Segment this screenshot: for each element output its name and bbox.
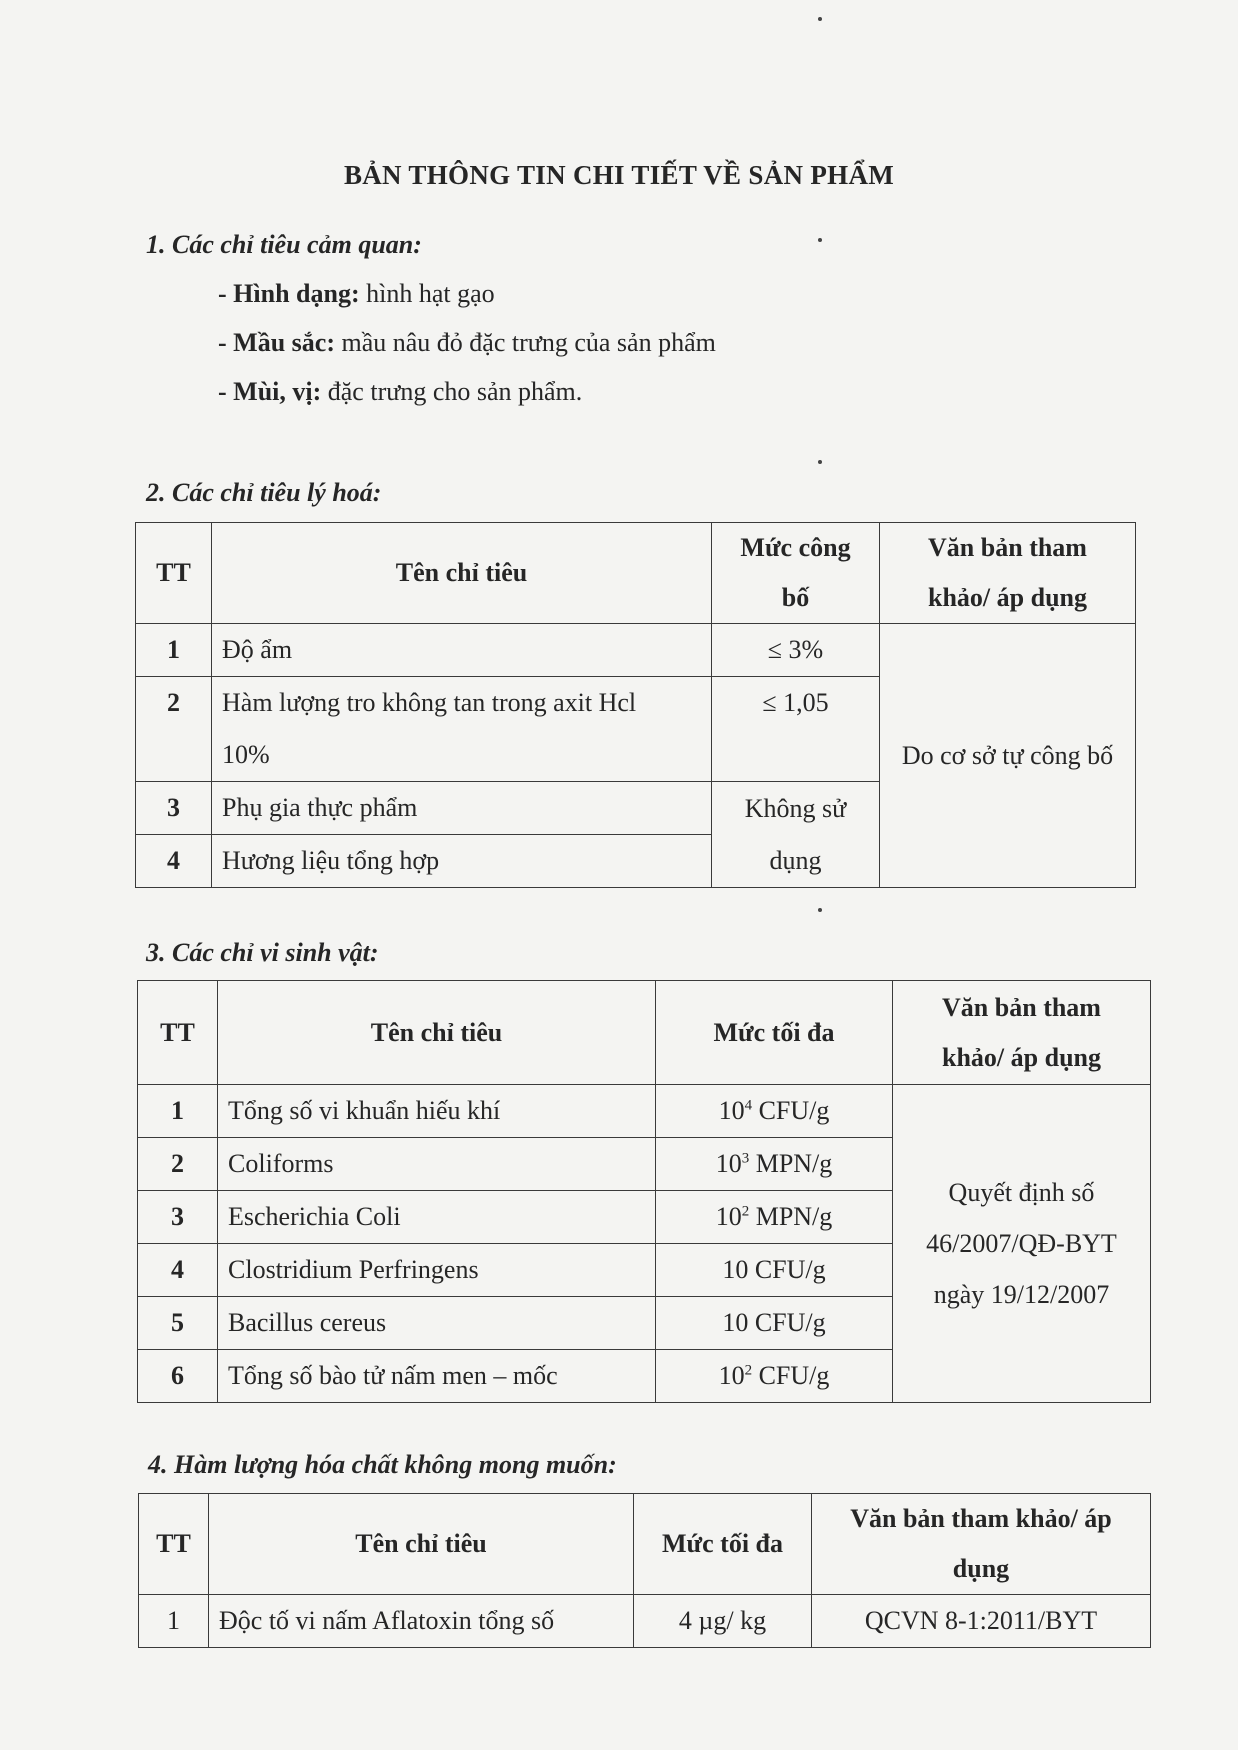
header-name: Tên chỉ tiêu <box>218 981 656 1085</box>
section3-heading: 3. Các chỉ vi sinh vật: <box>146 938 379 967</box>
table-row: 4 Clostridium Perfringens 10 CFU/g <box>138 1244 1151 1297</box>
reference-cell: Do cơ sở tự công bố <box>880 624 1136 888</box>
sensory-item: - Hình dạng: hình hạt gạo <box>218 279 495 308</box>
page-title: BẢN THÔNG TIN CHI TIẾT VỀ SẢN PHẨM <box>343 160 895 190</box>
section1-heading: 1. Các chỉ tiêu cảm quan: <box>146 230 422 259</box>
table-row: 3 Phụ gia thực phẩm Không sử dụng <box>136 782 1136 835</box>
microbiological-table <box>137 980 1151 1403</box>
header-reference: Văn bản tham khảo/ áp dụng <box>893 981 1151 1085</box>
header-name: Tên chỉ tiêu <box>212 523 712 624</box>
table-row: 2 Hàm lượng tro không tan trong axit Hcl 10% ≤ 1,05 <box>136 677 1136 782</box>
table-row: 3 Escherichia Coli $10^2$ MPN/g <box>138 1191 1151 1244</box>
scan-speck <box>818 238 822 242</box>
table-row: 2 Coliforms $10^3$ MPN/g <box>138 1138 1151 1191</box>
header-reference: Văn bản tham khảo/ áp dụng <box>880 523 1136 624</box>
level-cell: Không sử dụng <box>712 782 880 888</box>
table-row: 5 Bacillus cereus 10 CFU/g <box>138 1297 1151 1350</box>
sensory-item: - Mầu sắc: mầu nâu đỏ đặc trưng của sản phẩm <box>218 328 716 357</box>
reference-cell: Quyết định số 46/2007/QĐ-BYT ngày 19/12/2007 <box>893 1085 1151 1403</box>
header-tt: TT <box>136 523 212 624</box>
table-header-row <box>138 981 1151 1085</box>
header-level: Mức công bố <box>712 523 880 624</box>
table-row: 6 Tổng số bào tử nấm men – mốc $10^2$ CFU/g <box>138 1350 1151 1403</box>
section2-heading: 2. Các chỉ tiêu lý hoá: <box>146 478 382 507</box>
header-tt: TT <box>138 981 218 1085</box>
header-name: Tên chỉ tiêu <box>209 1494 634 1595</box>
table-row: 1 Độc tố vi nấm Aflatoxin tổng số 4 µg/ kg QCVN 8-1:2011/BYT <box>139 1595 1151 1648</box>
table-header-row <box>139 1494 1151 1595</box>
contaminants-table <box>138 1493 1151 1648</box>
scan-speck <box>818 460 822 464</box>
table-row: 1 Tổng số vi khuẩn hiếu khí $10^4$ CFU/g Quyết định số 46/2007/QĐ-BYT ngày 19/12/2007 <box>138 1085 1151 1138</box>
table-row: 4 Hương liệu tổng hợp <box>136 835 1136 888</box>
scan-speck <box>818 908 822 912</box>
table-header-row <box>136 523 1136 624</box>
physicochemical-table <box>135 522 1136 888</box>
table-row: 1 Độ ẩm ≤ 3% Do cơ sở tự công bố <box>136 624 1136 677</box>
scan-speck <box>818 17 822 21</box>
section4-heading: 4. Hàm lượng hóa chất không mong muốn: <box>148 1450 617 1479</box>
header-tt: TT <box>139 1494 209 1595</box>
header-level: Mức tối đa <box>656 981 893 1085</box>
header-level: Mức tối đa <box>634 1494 812 1595</box>
sensory-item: - Mùi, vị: đặc trưng cho sản phẩm. <box>218 377 583 406</box>
header-reference: Văn bản tham khảo/ áp dụng <box>812 1494 1151 1595</box>
